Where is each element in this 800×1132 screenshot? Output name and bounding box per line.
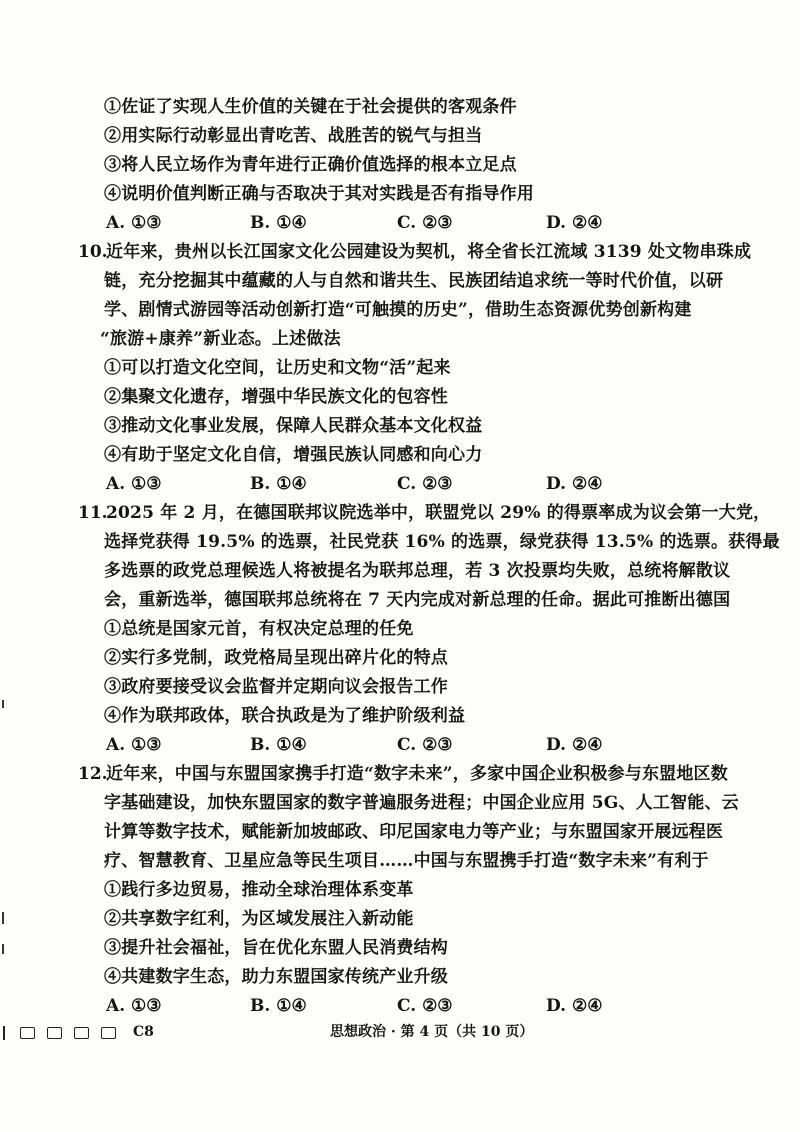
question-number: 11. (78, 503, 108, 523)
footer-box-icon (20, 1027, 35, 1039)
stem-line: 计算等数字技术，赋能新加坡邮政、印尼国家电力等产业；与东盟国家开展远程医 (104, 822, 724, 842)
scan-edge-mark (2, 912, 4, 924)
footer-box-icon (101, 1027, 116, 1039)
answer-choices (0, 733, 800, 757)
stem-line: 疗、智慧教育、卫星应急等民生项目……中国与东盟携手打造“数字未来”有利于 (104, 851, 709, 871)
option-line: ③将人民立场作为青年进行正确价值选择的根本立足点 (104, 155, 517, 175)
choice-c: C. ②③ (397, 474, 453, 494)
question-number: 12. (78, 764, 108, 784)
stem-line: 会，重新选举，德国联邦总统将在 7 天内完成对新总理的任命。据此可推断出德国 (104, 590, 731, 610)
choice-d: D. ②④ (546, 474, 603, 494)
choice-b: B. ①④ (250, 996, 307, 1016)
stem-line: “旅游+康养”新业态。上述做法 (100, 329, 341, 349)
option-line: ④有助于坚定文化自信，增强民族认同感和向心力 (104, 445, 483, 465)
option-line: ①可以打造文化空间，让历史和文物“活”起来 (104, 358, 451, 378)
scan-edge-mark (2, 944, 4, 954)
stem-line: 近年来，中国与东盟国家携手打造“数字未来”，多家中国企业积极参与东盟地区数 (106, 764, 728, 784)
answer-choices (0, 472, 800, 496)
option-line: ①佐证了实现人生价值的关键在于社会提供的客观条件 (104, 97, 517, 117)
choice-a: A. ①③ (106, 996, 162, 1016)
option-line: ③提升社会福祉，旨在优化东盟人民消费结构 (104, 938, 448, 958)
choice-c: C. ②③ (397, 213, 453, 233)
answer-choices (0, 211, 800, 235)
option-line: ①践行多边贸易，推动全球治理体系变革 (104, 880, 414, 900)
choice-b: B. ①④ (250, 213, 307, 233)
option-line: ④共建数字生态，助力东盟国家传统产业升级 (104, 967, 448, 987)
choice-a: A. ①③ (106, 735, 162, 755)
stem-line: 近年来，贵州以长江国家文化公园建设为契机，将全省长江流域 3139 处文物串珠成 (106, 242, 752, 262)
question-number: 10. (78, 242, 108, 262)
choice-d: D. ②④ (546, 213, 603, 233)
footer-code: C8 (133, 1024, 154, 1040)
footer-page-label: 思想政治 · 第 4 页（共 10 页） (330, 1024, 534, 1040)
choice-c: C. ②③ (397, 996, 453, 1016)
option-line: ④作为联邦政体，联合执政是为了维护阶级利益 (104, 706, 466, 726)
choice-d: D. ②④ (546, 735, 603, 755)
stem-line: 字基础建设，加快东盟国家的数字普遍服务进程；中国企业应用 5G、人工智能、云 (104, 793, 739, 813)
option-line: ④说明价值判断正确与否取决于其对实践是否有指导作用 (104, 184, 534, 204)
stem-line: 多选票的政党总理候选人将被提名为联邦总理，若 3 次投票均失败，总统将解散议 (104, 561, 731, 581)
option-line: ②共享数字红利，为区域发展注入新动能 (104, 909, 414, 929)
answer-choices (0, 994, 800, 1018)
option-line: ②实行多党制，政党格局呈现出碎片化的特点 (104, 648, 448, 668)
page-footer (0, 1022, 800, 1046)
option-line: ①总统是国家元首，有权决定总理的任免 (104, 619, 414, 639)
footer-box-icon (47, 1027, 62, 1039)
option-line: ②集聚文化遗存，增强中华民族文化的包容性 (104, 387, 448, 407)
stem-line: 选择党获得 19.5% 的选票，社民党获 16% 的选票，绿党获得 13.5% 的选票。获得最 (104, 532, 780, 552)
footer-tick-mark (3, 1026, 5, 1040)
choice-d: D. ②④ (546, 996, 603, 1016)
stem-line: 学、剧情式游园等活动创新打造“可触摸的历史”，借助生态资源优势创新构建 (104, 300, 692, 320)
stem-line: 链，充分挖掘其中蕴藏的人与自然和谐共生、民族团结追求统一等时代价值，以研 (104, 271, 724, 291)
option-line: ③政府要接受议会监督并定期向议会报告工作 (104, 677, 448, 697)
scan-edge-mark (2, 700, 4, 708)
option-line: ②用实际行动彰显出青吃苦、战胜苦的锐气与担当 (104, 126, 483, 146)
option-line: ③推动文化事业发展，保障人民群众基本文化权益 (104, 416, 483, 436)
footer-box-icon (74, 1027, 89, 1039)
choice-b: B. ①④ (250, 735, 307, 755)
choice-c: C. ②③ (397, 735, 453, 755)
choice-b: B. ①④ (250, 474, 307, 494)
choice-a: A. ①③ (106, 474, 162, 494)
stem-line: 2025 年 2 月，在德国联邦议院选举中，联盟党以 29% 的得票率成为议会第一大党， (106, 503, 771, 523)
choice-a: A. ①③ (106, 213, 162, 233)
